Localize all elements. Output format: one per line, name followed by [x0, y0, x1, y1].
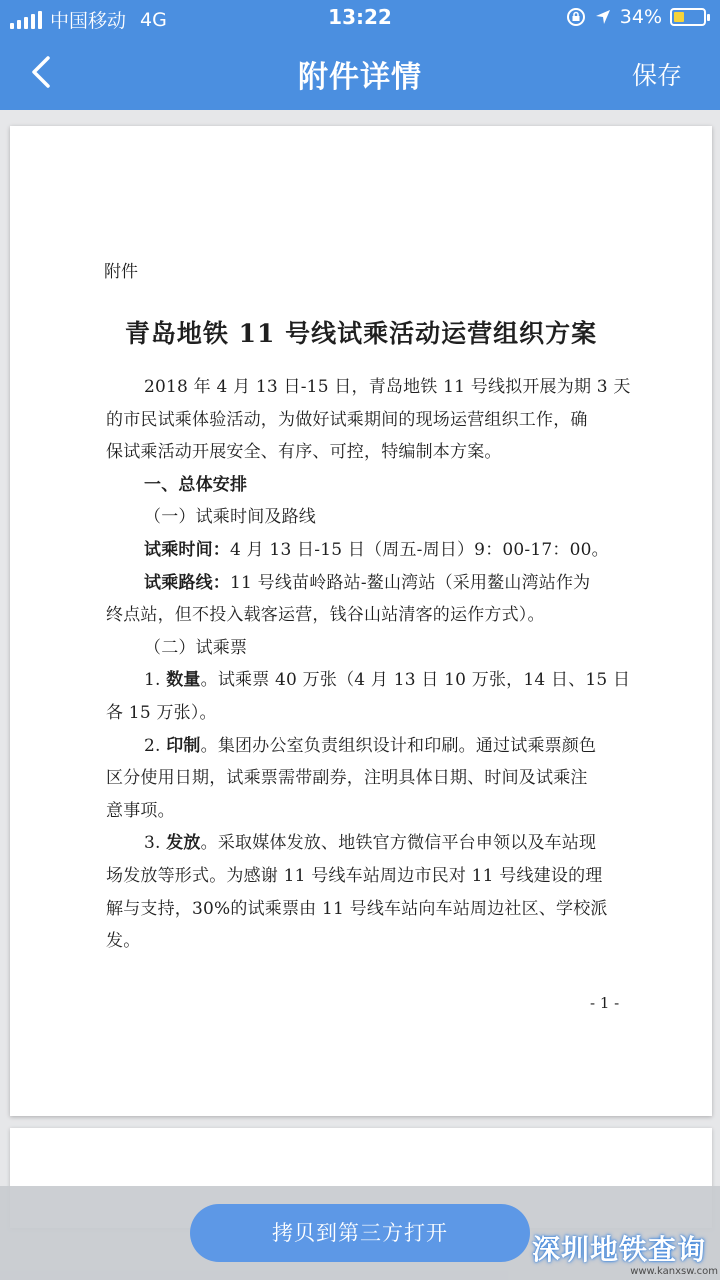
- document-line: [106, 894, 626, 927]
- document-line-text: 的市民试乘体验活动，为做好试乘期间的现场运营组织工作，确: [106, 409, 588, 430]
- watermark-text: 深圳地铁查询: [532, 1233, 707, 1266]
- document-line-text: 2018 年 4 月 13 日-15 日，青岛地铁 11 号线拟开展为期 3 天: [144, 377, 631, 397]
- status-bar: [0, 0, 720, 36]
- document-line: [106, 698, 626, 731]
- document-line-text: 发。: [106, 931, 141, 952]
- document-line-bold-text: 试乘路线：: [144, 572, 230, 593]
- document-line-text: 意事项。: [106, 800, 175, 821]
- location-icon: [594, 8, 612, 26]
- document-body: [106, 372, 631, 959]
- watermark-url: www.kanxsw.com: [630, 1266, 718, 1277]
- top-bar: [0, 0, 720, 110]
- document-line-bold-text: 一、总体安排: [144, 474, 248, 495]
- document-line-text: 1.: [144, 670, 167, 691]
- battery-percent: 34%: [619, 6, 662, 28]
- status-right: [566, 6, 706, 28]
- watermark-logo: [532, 1228, 718, 1280]
- document-line-text: 。集团办公室负责组织设计和印刷。通过试乘票颜色: [200, 735, 597, 756]
- document-line: [106, 437, 626, 470]
- document-line: [106, 731, 626, 764]
- save-button[interactable]: 保存: [631, 61, 682, 90]
- open-in-third-party-button[interactable]: 拷贝到第三方打开: [190, 1204, 530, 1262]
- document-line-bold-text: 数量: [166, 670, 201, 691]
- document-line-text: （一）试乘时间及路线: [144, 507, 316, 528]
- bottom-bar: [0, 1186, 720, 1280]
- page-title: 附件详情: [298, 60, 422, 95]
- document-line: [106, 828, 626, 861]
- nav-bar: [0, 36, 720, 110]
- document-line-text: 。采取媒体发放、地铁官方微信平台申领以及车站现: [200, 833, 597, 854]
- document-line-text: 终点站，但不投入载客运营，钱谷山站清客的运作方式）。: [106, 605, 545, 626]
- document-line-bold-text: 试乘时间：: [144, 539, 230, 560]
- document-line-text: 11 号线苗岭路站-鳌山湾站（采用鳌山湾站作为: [230, 572, 591, 593]
- document-line: [106, 796, 626, 829]
- document-line: [106, 633, 626, 666]
- document-line-text: 2.: [144, 735, 167, 756]
- document-line-text: 。试乘票 40 万张（4 月 13 日 10 万张，14 日、15 日: [200, 670, 631, 691]
- document-line: [106, 502, 626, 535]
- orientation-lock-icon: [566, 7, 586, 27]
- document-line: [106, 372, 631, 405]
- document-line-text: 保试乘活动开展安全、有序、可控，特编制本方案。: [106, 442, 502, 463]
- document-line-text: 场发放等形式。为感谢 11 号线车站周边市民对 11 号线建设的理: [106, 865, 603, 886]
- document-line: [106, 470, 626, 503]
- document-line: [106, 665, 631, 698]
- document-line-text: 解与支持，30%的试乘票由 11 号线车站向车站周边社区、学校派: [106, 898, 608, 919]
- battery-icon: [670, 8, 706, 26]
- network-type: 4G: [140, 8, 167, 31]
- document-page[interactable]: [10, 126, 712, 1116]
- document-line-text: 各 15 万张）。: [106, 702, 217, 723]
- document-line-bold-text: 印制: [166, 735, 201, 756]
- document-line: [106, 405, 626, 438]
- document-line-text: （二）试乘票: [144, 637, 248, 658]
- document-line: [106, 926, 626, 959]
- document-line-text: 区分使用日期，试乘票需带副券，注明具体日期、时间及试乘注: [106, 768, 588, 789]
- page-number: - 1 -: [590, 994, 620, 1012]
- carrier-name: 中国移动: [50, 10, 127, 32]
- attachment-label: 附件: [104, 262, 138, 282]
- status-time: 13:22: [328, 5, 392, 29]
- document-line-bold-text: 发放: [166, 833, 201, 854]
- document-line: [106, 568, 626, 601]
- battery-level: [674, 12, 684, 22]
- document-heading: 青岛地铁 11 号线试乘活动运营组织方案: [124, 319, 598, 348]
- document-line: [106, 535, 626, 568]
- document-line-text: 3.: [144, 833, 167, 854]
- document-line: [106, 763, 626, 796]
- document-line: [106, 600, 626, 633]
- document-line: [106, 861, 626, 894]
- document-line-text: 4 月 13 日-15 日（周五-周日）9：00-17：00。: [230, 539, 609, 560]
